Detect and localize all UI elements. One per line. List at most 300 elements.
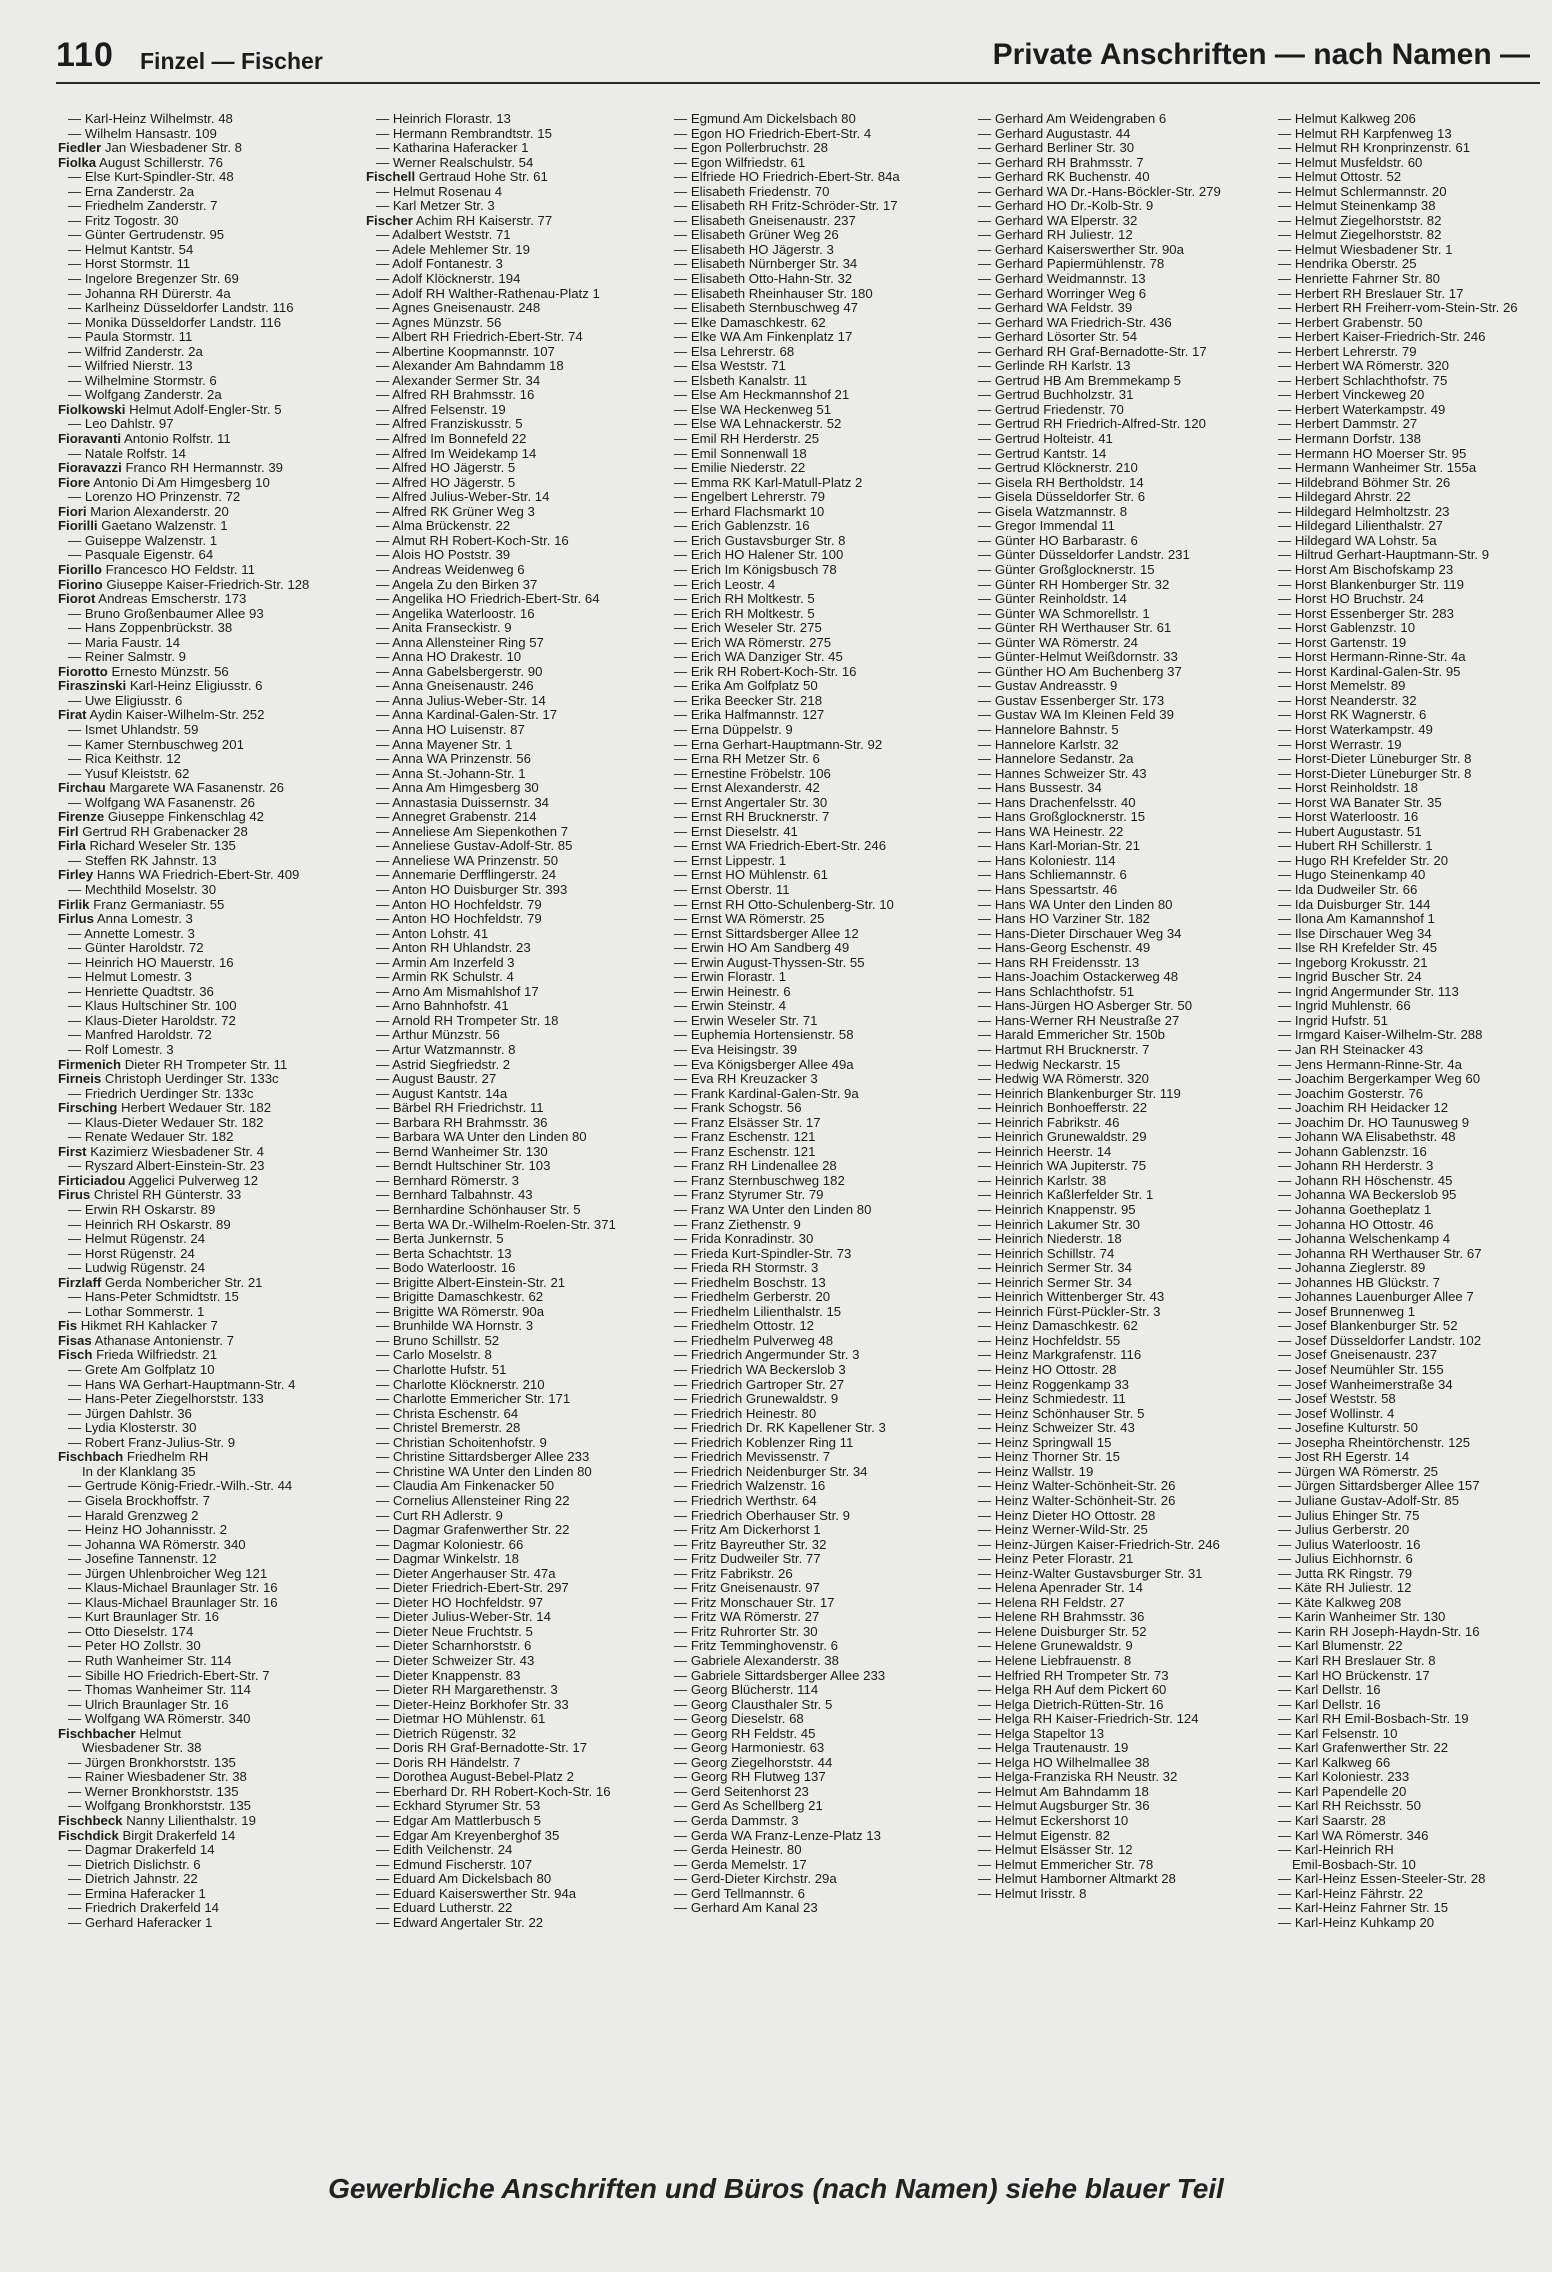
entry-text: Erika Am Golfplatz 50 [690, 678, 818, 694]
listing-entry: — Else Am Heckmannshof 21 [674, 387, 850, 403]
listing-entry: — Hans-Werner RH Neustraße 27 [978, 1012, 1180, 1028]
entry-text: Helene Liebfrauenstr. 8 [994, 1652, 1132, 1668]
listing-entry: — Anna Julius-Weber-Str. 14 [376, 692, 546, 708]
listing-entry: — Fritz Monschauer Str. 17 [674, 1594, 835, 1610]
entry-text: Bernhard Römerstr. 3 [392, 1172, 519, 1188]
entry-text: Helmut Kalkweg 206 [1294, 111, 1416, 126]
listing-entry: — Anneliese Am Siepenkothen 7 [376, 823, 569, 839]
listing-entry: — Herbert Vinckeweg 20 [1278, 387, 1425, 403]
entry-text: Gustav Essenberger Str. 173 [994, 692, 1165, 708]
entry-text: Ernst Dieselstr. 41 [690, 823, 798, 839]
entry-text: Elisabeth HO Jägerstr. 3 [690, 241, 834, 257]
listing-entry: — Monika Düsseldorfer Landstr. 116 [68, 314, 282, 330]
listing-entry: — Heinz Springwall 15 [978, 1434, 1112, 1450]
listing-entry: — Gustav Andreasstr. 9 [978, 678, 1118, 694]
listing-entry: — Dieter Knappenstr. 83 [376, 1667, 521, 1683]
listing-entry: — Arthur Münzstr. 56 [376, 1027, 500, 1043]
entry-text: Gertrud Friedenstr. 70 [994, 401, 1124, 417]
entry-text: Claudia Am Finkenacker 50 [392, 1478, 555, 1494]
entry-text: Adalbert Weststr. 71 [392, 227, 511, 243]
listing-entry: — Helga Stapeltor 13 [978, 1725, 1105, 1741]
entry-text: Natale Rolfstr. 14 [84, 445, 187, 461]
listing-entry: — Ernst HO Mühlenstr. 61 [674, 867, 828, 883]
listing-entry: — Frieda RH Stormstr. 3 [674, 1260, 819, 1276]
entry-text: Horst HO Bruchstr. 24 [1294, 591, 1424, 607]
listing-entry: — Helfried RH Trompeter Str. 73 [978, 1667, 1169, 1683]
listing-entry: — Horst Kardinal-Galen-Str. 95 [1278, 663, 1461, 679]
entry-text: Helmut Emmericher Str. 78 [994, 1856, 1154, 1872]
listing-entry: — Hildegard Ahrstr. 22 [1278, 489, 1411, 505]
entry-text: Herbert RH Breslauer Str. 17 [1294, 285, 1464, 301]
listing-entry: — Friedhelm Ottostr. 12 [674, 1318, 814, 1334]
listing-entry: — Ingelore Bregenzer Str. 69 [68, 271, 239, 287]
entry-text: Erik RH Robert-Koch-Str. 16 [690, 663, 857, 679]
listing-entry: — Gisela Watzmannstr. 8 [978, 503, 1128, 519]
listing-entry: — Helmut Hamborner Altmarkt 28 [978, 1871, 1176, 1887]
entry-text: Josepha Rheintörchenstr. 125 [1294, 1434, 1471, 1450]
entry-text: Frank Kardinal-Galen-Str. 9a [690, 1085, 859, 1101]
listing-entry: — Doris RH Händelstr. 7 [376, 1754, 521, 1770]
entry-text: Heinrich Fürst-Pückler-Str. 3 [994, 1303, 1161, 1319]
listing-entry: — Heinrich Knappenstr. 95 [978, 1202, 1136, 1218]
listing-entry: — Wolfgang Zanderstr. 2a [68, 387, 222, 403]
entry-text: Hans-Georg Eschenstr. 49 [994, 940, 1151, 956]
page-number: 110 [56, 36, 114, 74]
listing-entry: — Gerhard Lösorter Str. 54 [978, 329, 1138, 345]
entry-text: Wolfgang WA Römerstr. 340 [84, 1711, 251, 1727]
listing-entry [58, 810, 350, 825]
listing-entry: — Klaus-Michael Braunlager Str. 16 [68, 1580, 278, 1596]
entry-text: Hans WA Unter den Linden 80 [994, 896, 1173, 912]
listing-entry: — Bernd Wanheimer Str. 130 [376, 1143, 548, 1159]
listing-entry: — Horst Rügenstr. 24 [68, 1245, 195, 1261]
entry-text: Elisabeth Rheinhauser Str. 180 [690, 285, 873, 301]
entry-text: Friedhelm RH [126, 1449, 209, 1465]
entry-text: Horst Waterloostr. 16 [1294, 809, 1419, 825]
listing-entry: — Franz Ziethenstr. 9 [674, 1216, 801, 1232]
entry-text: Frank Schogstr. 56 [690, 1100, 802, 1116]
entry-text: Hugo Steinenkamp 40 [1294, 867, 1426, 883]
listing-entry: — Egon Pollerbruchstr. 28 [674, 140, 828, 156]
entry-text: Christine Sittardsberger Allee 233 [392, 1449, 590, 1465]
entry-text: Helmut Ziegelhorststr. 82 [1294, 227, 1442, 243]
listing-entry: — Alois HO Poststr. 39 [376, 547, 511, 563]
entry-text: Anton HO Hochfeldstr. 79 [392, 896, 542, 912]
entry-text: Alfred RK Grüner Weg 3 [392, 503, 535, 519]
entry-text: Christian Schoitenhofstr. 9 [392, 1434, 547, 1450]
entry-text: Brigitte Albert-Einstein-Str. 21 [392, 1274, 566, 1290]
entry-text: Horst Blankenburger Str. 119 [1294, 576, 1464, 592]
entry-text: Berta Junkernstr. 5 [392, 1231, 504, 1247]
listing-entry: — Alma Brückenstr. 22 [376, 518, 511, 534]
entry-text: Friedhelm Lilienthalstr. 15 [690, 1303, 842, 1319]
listing-entry: — Hans-Georg Eschenstr. 49 [978, 940, 1151, 956]
entry-text: Franz Sternbuschweg 182 [690, 1172, 845, 1188]
listing-entry: — Erich RH Moltkestr. 5 [674, 605, 815, 621]
entry-text: Helmut Ottostr. 52 [1294, 169, 1402, 185]
listing-entry: — Anton Lohstr. 41 [376, 925, 489, 941]
entry-text: Günter Gertrudenstr. 95 [84, 227, 225, 243]
entry-text: Dieter Julius-Weber-Str. 14 [392, 1609, 551, 1625]
listing-entry [58, 825, 350, 840]
listing-entry [58, 519, 350, 534]
entry-text: Ingelore Bregenzer Str. 69 [84, 271, 239, 287]
entry-text: Henriette Fahrner Str. 80 [1294, 271, 1440, 287]
entry-text: Heinrich Karlstr. 38 [994, 1172, 1107, 1188]
listing-entry: — Herbert Dammstr. 27 [1278, 416, 1418, 432]
entry-text: Josef Wollinstr. 4 [1294, 1405, 1395, 1421]
listing-entry: — Friedrich Dr. RK Kapellener Str. 3 [674, 1420, 886, 1436]
listing-entry: — Ernst Angertaler Str. 30 [674, 794, 828, 810]
entry-text: Dagmar Grafenwerther Str. 22 [392, 1522, 570, 1538]
listing-entry: — Friedhelm Gerberstr. 20 [674, 1289, 831, 1305]
listing-entry: — Wilhelm Hansastr. 109 [68, 125, 217, 141]
surname: Firsching [58, 1100, 118, 1116]
entry-text: Egmund Am Dickelsbach 80 [690, 111, 856, 126]
listing-entry: — Hans-Peter Ziegelhorststr. 133 [68, 1391, 264, 1407]
surname: Firus [58, 1187, 91, 1203]
listing-entry: — Heinrich Kaßlerfelder Str. 1 [978, 1187, 1154, 1203]
listing-entry: — Hildegard Helmholtzstr. 23 [1278, 503, 1450, 519]
listing-entry: — Friedrich Koblenzer Ring 11 [674, 1434, 854, 1450]
listing-entry: — Heinz Walter-Schönheit-Str. 26 [978, 1492, 1176, 1508]
entry-text: Ernestine Fröbelstr. 106 [690, 765, 831, 781]
listing-entry: — Gabriele Alexanderstr. 38 [674, 1652, 839, 1668]
listing-entry: — Fritz Ruhrorter Str. 30 [674, 1623, 818, 1639]
entry-text: Johanna Welschenkamp 4 [1294, 1231, 1451, 1247]
listing-entry: — Dietmar HO Mühlenstr. 61 [376, 1711, 546, 1727]
entry-text: Hans-Dieter Dirschauer Weg 34 [994, 925, 1182, 941]
entry-text: Karl-Heinz Wilhelmstr. 48 [84, 111, 233, 126]
entry-text: Karl Papendelle 20 [1294, 1783, 1407, 1799]
listing-entry: — Kurt Braunlager Str. 16 [68, 1609, 220, 1625]
listing-entry: — Helmut Steinenkamp 38 [1278, 198, 1436, 214]
entry-text: Erwin Heinestr. 6 [690, 983, 791, 999]
entry-text: Heinz Schweizer Str. 43 [994, 1420, 1135, 1436]
entry-text: Horst Stormstr. 11 [84, 256, 191, 272]
entry-text: Friedrich Dr. RK Kapellener Str. 3 [690, 1420, 886, 1436]
entry-text: Katharina Haferacker 1 [392, 140, 529, 156]
entry-text: Horst Gartenstr. 19 [1294, 634, 1407, 650]
entry-text: Edgar Am Mattlerbusch 5 [392, 1812, 541, 1828]
listing-entry: — Dieter Neue Fruchtstr. 5 [376, 1623, 533, 1639]
listing-entry: — Rica Keithstr. 12 [68, 751, 181, 767]
entry-text: Helmut Eckershorst 10 [994, 1812, 1129, 1828]
listing-entry: — Horst Gablenzstr. 10 [1278, 620, 1416, 636]
entry-text: Elke Damaschkestr. 62 [690, 314, 826, 330]
entry-text: Helmut Rosenau 4 [392, 183, 503, 199]
entry-text: Bernhardine Schönhauser Str. 5 [392, 1202, 581, 1218]
section-title: Private Anschriften — nach Namen — [992, 38, 1530, 71]
listing-entry: — Erwin Florastr. 1 [674, 969, 787, 985]
entry-text: Kamer Sternbuschweg 201 [84, 736, 244, 752]
listing-entry: — Hendrika Oberstr. 25 [1278, 256, 1417, 272]
listing-entry: — Anneliese Gustav-Adolf-Str. 85 [376, 838, 573, 854]
entry-text: Gerhard Am Kanal 23 [690, 1900, 818, 1916]
listing-entry: — Karl Koloniestr. 233 [1278, 1769, 1410, 1785]
entry-text: Steffen RK Jahnstr. 13 [84, 852, 217, 868]
listing-entry: — Horst-Dieter Lüneburger Str. 8 [1278, 751, 1472, 767]
listing-entry [58, 912, 350, 927]
listing-entry: — Heinrich Florastr. 13 [376, 111, 511, 126]
entry-text: Gustav WA Im Kleinen Feld 39 [994, 707, 1174, 723]
listing-entry: — Anna Allensteiner Ring 57 [376, 634, 544, 650]
listing-entry: — Günter Großglocknerstr. 15 [978, 561, 1155, 577]
listing-entry: — Maria Faustr. 14 [68, 634, 181, 650]
listing-entry: — Helga HO Wilhelmallee 38 [978, 1754, 1150, 1770]
entry-text: Annegret Grabenstr. 214 [392, 809, 537, 825]
entry-text: Ernst Alexanderstr. 42 [690, 780, 820, 796]
listing-entry: — Ingrid Angermunder Str. 113 [1278, 983, 1459, 999]
listing-entry: — Christian Schoitenhofstr. 9 [376, 1434, 547, 1450]
entry-text: Else Am Heckmannshof 21 [690, 387, 850, 403]
listing-entry: — Erik RH Robert-Koch-Str. 16 [674, 663, 857, 679]
listing-entry: — Günter WA Schmorellstr. 1 [978, 605, 1150, 621]
listing-entry: — Karl Felsenstr. 10 [1278, 1725, 1398, 1741]
listing-entry: — Helena Apenrader Str. 14 [978, 1580, 1143, 1596]
entry-text: Helga RH Kaiser-Friedrich-Str. 124 [994, 1711, 1199, 1727]
entry-text: Wilhelmine Stormstr. 6 [84, 372, 217, 388]
entry-text: Julius Eichhornstr. 6 [1294, 1551, 1413, 1567]
entry-text: Erich RH Moltkestr. 5 [690, 605, 815, 621]
entry-text: Alfred Felsenstr. 19 [392, 401, 506, 417]
listing-entry: — Eckhard Styrumer Str. 53 [376, 1798, 541, 1814]
listing-entry: — Emma RK Karl-Matull-Platz 2 [674, 474, 863, 490]
listing-entry: — Kamer Sternbuschweg 201 [68, 736, 244, 752]
listing-entry: — Thomas Wanheimer Str. 114 [68, 1682, 251, 1698]
surname: First [58, 1143, 87, 1159]
entry-text: Georg Dieselstr. 68 [690, 1711, 804, 1727]
entry-text: Helene Duisburger Str. 52 [994, 1623, 1147, 1639]
listing-entry: — Erna Gerhart-Hauptmann-Str. 92 [674, 736, 883, 752]
listing-entry: — Heinz Schönhauser Str. 5 [978, 1405, 1145, 1421]
entry-text: Heinz Springwall 15 [994, 1434, 1112, 1450]
entry-text: Helmut Irisstr. 8 [994, 1885, 1087, 1901]
listing-entry: — Yusuf Kleiststr. 62 [68, 765, 190, 781]
listing-entry: — Jürgen Bronkhorststr. 135 [68, 1754, 236, 1770]
listing-entry: — Edward Angertaler Str. 22 [376, 1914, 544, 1930]
listing-entry: — Anna HO Luisenstr. 87 [376, 721, 525, 737]
entry-text: Dieter Neue Fruchtstr. 5 [392, 1623, 533, 1639]
listing-entry: — Ermina Haferacker 1 [68, 1885, 206, 1901]
listing-entry: — Friedhelm Zanderstr. 7 [68, 198, 218, 214]
listing-entry: — Franz Styrumer Str. 79 [674, 1187, 824, 1203]
entry-text: Horst Neanderstr. 32 [1294, 692, 1417, 708]
entry-text: Ernst Sittardsberger Allee 12 [690, 925, 859, 941]
entry-text: Gerhard RH Juliestr. 12 [994, 227, 1133, 243]
entry-text: Jost RH Egerstr. 14 [1294, 1449, 1410, 1465]
listing-entry: — Heinrich WA Jupiterstr. 75 [978, 1158, 1147, 1174]
entry-text: Emil-Bosbach-Str. 10 [1292, 1856, 1416, 1872]
listing-entry: — Ernst RH Brucknerstr. 7 [674, 809, 830, 825]
listing-entry: — Ernestine Fröbelstr. 106 [674, 765, 831, 781]
entry-text: Erich Im Königsbusch 78 [690, 561, 837, 577]
listing-entry: — Ernst Dieselstr. 41 [674, 823, 798, 839]
listing-entry: — Heinz Dieter HO Ottostr. 28 [978, 1507, 1156, 1523]
surname: Firmenich [58, 1056, 122, 1072]
listing-entry: — Karl-Heinz Fährstr. 22 [1278, 1885, 1424, 1901]
listing-entry: — Josefine Kulturstr. 50 [1278, 1420, 1419, 1436]
listing-entry: — Ulrich Braunlager Str. 16 [68, 1696, 229, 1712]
entry-text: Edgar Am Kreyenberghof 35 [392, 1827, 560, 1843]
listing-entry: — Barbara WA Unter den Linden 80 [376, 1129, 587, 1145]
listing-entry: — Herbert Schlachthofstr. 75 [1278, 372, 1448, 388]
entry-text: Edith Veilchenstr. 24 [392, 1842, 513, 1858]
entry-text: Else WA Heckenweg 51 [690, 401, 832, 417]
entry-text: Emma RK Karl-Matull-Platz 2 [690, 474, 863, 490]
listing-entry: — Helmut Schlermannstr. 20 [1278, 183, 1447, 199]
listing-entry: — Fritz Temminghovenstr. 6 [674, 1638, 838, 1654]
entry-text: Karl RH Emil-Bosbach-Str. 19 [1294, 1711, 1469, 1727]
entry-text: Georg Blücherstr. 114 [690, 1682, 819, 1698]
listing-entry: — Gertrud HB Am Bremmekamp 5 [978, 372, 1182, 388]
listing-entry: — Heinz Hochfeldstr. 55 [978, 1332, 1121, 1348]
entry-text: Heinrich Sermer Str. 34 [994, 1274, 1132, 1290]
listing-entry: — Dieter RH Margarethenstr. 3 [376, 1682, 558, 1698]
entry-text: Karl-Heinrich RH [1294, 1842, 1394, 1858]
listing-entry: — Astrid Siegfriedstr. 2 [376, 1056, 511, 1072]
entry-text: Yusuf Kleiststr. 62 [84, 765, 190, 781]
listing-entry: — Georg Blücherstr. 114 [674, 1682, 819, 1698]
listing-entry: — Anton RH Uhlandstr. 23 [376, 940, 531, 956]
listing-entry [58, 1450, 350, 1465]
listing-entry: — Günter Düsseldorfer Landstr. 231 [978, 547, 1190, 563]
entry-text: Harald Emmericher Str. 150b [994, 1027, 1165, 1043]
listing-entry: — Hannes Schweizer Str. 43 [978, 765, 1147, 781]
entry-text: Helmut Hamborner Altmarkt 28 [994, 1871, 1176, 1887]
entry-text: Barbara WA Unter den Linden 80 [392, 1129, 587, 1145]
entry-text: Gisela Brockhoffstr. 7 [84, 1492, 210, 1508]
listing-entry: — Barbara RH Brahmsstr. 36 [376, 1114, 548, 1130]
entry-text: Joachim Gosterstr. 76 [1294, 1085, 1424, 1101]
listing-entry: — Friedrich WA Beckerslob 3 [674, 1362, 846, 1378]
listing-entry: — Gerhard RH Graf-Bernadotte-Str. 17 [978, 343, 1207, 359]
listing-entry: — Herbert Waterkampstr. 49 [1278, 401, 1446, 417]
entry-text: Ilse RH Krefelder Str. 45 [1294, 940, 1438, 956]
listing-entry [58, 1465, 350, 1480]
listing-entry: — Lydia Klosterstr. 30 [68, 1420, 197, 1436]
entry-text: Helmut Lomestr. 3 [84, 969, 192, 985]
entry-text: Friedhelm Boschstr. 13 [690, 1274, 826, 1290]
listing-entry: — Annemarie Derfflingerstr. 24 [376, 867, 557, 883]
entry-text: Hedwig Neckarstr. 15 [994, 1056, 1121, 1072]
listing-entry: — Hans WA Gerhart-Hauptmann-Str. 4 [68, 1376, 296, 1392]
entry-text: Christa Eschenstr. 64 [392, 1405, 519, 1421]
listing-entry: — Erich HO Halener Str. 100 [674, 547, 844, 563]
listing-entry: — Hans Zoppenbrückstr. 38 [68, 620, 233, 636]
entry-text: Johanna RH Werthauser Str. 67 [1294, 1245, 1482, 1261]
entry-text: Friedrich Gartroper Str. 27 [690, 1376, 845, 1392]
entry-text: Elisabeth Sternbuschweg 47 [690, 300, 859, 316]
entry-text: Gerhard Lösorter Str. 54 [994, 329, 1138, 345]
entry-text: Georg Harmoniestr. 63 [690, 1740, 825, 1756]
listing-entry: — Horst HO Bruchstr. 24 [1278, 591, 1424, 607]
listing-entry: — Jürgen Dahlstr. 36 [68, 1405, 192, 1421]
entry-text: Gisela RH Bertholdstr. 14 [994, 474, 1144, 490]
entry-text: Euphemia Hortensienstr. 58 [690, 1027, 854, 1043]
entry-text: Friedrich Uerdinger Str. 133c [84, 1085, 254, 1101]
listing-entry: — Joachim RH Heidacker 12 [1278, 1100, 1449, 1116]
surname: Fischell [366, 169, 416, 185]
entry-text: Erna RH Metzer Str. 6 [690, 751, 820, 767]
listing-entry: — Gerhard Kaiserswerther Str. 90a [978, 241, 1184, 257]
listing-entry: — Karl Dellstr. 16 [1278, 1696, 1381, 1712]
listing-entry: — August Kantstr. 14a [376, 1085, 508, 1101]
entry-text: Anton Lohstr. 41 [392, 925, 489, 941]
entry-text: Horst Hermann-Rinne-Str. 4a [1294, 649, 1466, 665]
entry-text: Hedwig WA Römerstr. 320 [994, 1071, 1150, 1087]
listing-entry: — Harald Grenzweg 2 [68, 1507, 199, 1523]
listing-entry: — Friedrich Neidenburger Str. 34 [674, 1463, 868, 1479]
entry-text: Ernst Angertaler Str. 30 [690, 794, 828, 810]
entry-text: Josef Weststr. 58 [1294, 1391, 1396, 1407]
entry-text: Elisabeth Gneisenaustr. 237 [690, 212, 856, 228]
entry-text: Uwe Eligiusstr. 6 [84, 692, 183, 708]
listing-entry: — Erich Gablenzstr. 16 [674, 518, 810, 534]
listing-entry: — Hans Koloniestr. 114 [978, 852, 1116, 868]
entry-text: Adolf Fontanestr. 3 [392, 256, 503, 272]
listing-entry: — Helmut Irisstr. 8 [978, 1885, 1087, 1901]
entry-text: Else WA Lehnackerstr. 52 [690, 416, 842, 432]
entry-text: Günther HO Am Buchenberg 37 [994, 663, 1182, 679]
listing-entry: — Gerhard WA Feldstr. 39 [978, 300, 1133, 316]
listing-entry: — Eduard Am Dickelsbach 80 [376, 1871, 552, 1887]
listing-entry: — Erich Im Königsbusch 78 [674, 561, 837, 577]
entry-text: Dieter-Heinz Borkhofer Str. 33 [392, 1696, 569, 1712]
entry-text: Berta WA Dr.-Wilhelm-Roelen-Str. 371 [392, 1216, 616, 1232]
entry-text: Friedrich Heinestr. 80 [690, 1405, 817, 1421]
entry-text: Birgit Drakerfeld 14 [122, 1827, 236, 1843]
entry-text: Eckhard Styrumer Str. 53 [392, 1798, 541, 1814]
listing-entry: — Ilse Dirschauer Weg 34 [1278, 925, 1432, 941]
listing-entry: — Heinrich Heerstr. 14 [978, 1143, 1112, 1159]
entry-text: Elsa Lehrerstr. 68 [690, 343, 795, 359]
listing-entry: — Alfred Julius-Weber-Str. 14 [376, 489, 550, 505]
entry-text: Hannes Schweizer Str. 43 [994, 765, 1147, 781]
listing-entry: — Agnes Gneisenaustr. 248 [376, 300, 541, 316]
listing-entry: — Anna Mayener Str. 1 [376, 736, 513, 752]
listing-entry: — Helga-Franziska RH Neustr. 32 [978, 1769, 1178, 1785]
listing-entry: — Hannelore Bahnstr. 5 [978, 721, 1119, 737]
entry-text: Elisabeth Friedenstr. 70 [690, 183, 830, 199]
listing-entry: — Alfred Im Bonnefeld 22 [376, 431, 527, 447]
entry-text: Heinrich Knappenstr. 95 [994, 1202, 1136, 1218]
listing-entry: — Helmut Elsässer Str. 12 [978, 1842, 1133, 1858]
listing-entry: — Adele Mehlemer Str. 19 [376, 241, 530, 257]
listing-entry: — Hedwig WA Römerstr. 320 [978, 1071, 1150, 1087]
listing-entry: — Gerhard Augustastr. 44 [978, 125, 1131, 141]
listing-entry: — Alfred RK Grüner Weg 3 [376, 503, 535, 519]
entry-text: Herbert Waterkampstr. 49 [1294, 401, 1446, 417]
listing-entry: — Hans-Dieter Dirschauer Weg 34 [978, 925, 1182, 941]
listing-entry: — Horst Essenberger Str. 283 [1278, 605, 1454, 621]
listing-entry: — Helmut Am Bahndamm 18 [978, 1783, 1149, 1799]
listing-entry: — Ernst Lippestr. 1 [674, 852, 787, 868]
entry-text: Ernst Oberstr. 11 [690, 881, 790, 897]
entry-text: Horst Essenberger Str. 283 [1294, 605, 1454, 621]
entry-text: Klaus-Dieter Haroldstr. 72 [84, 1012, 236, 1028]
listing-entry: — Dieter-Heinz Borkhofer Str. 33 [376, 1696, 569, 1712]
listing-entry: — Natale Rolfstr. 14 [68, 445, 187, 461]
listing-entry: — Horst Reinholdstr. 18 [1278, 780, 1419, 796]
listing-entry: — Annastasia Duissernstr. 34 [376, 794, 549, 810]
entry-text: Wolfgang Bronkhorststr. 135 [84, 1798, 252, 1814]
entry-text: Erwin RH Oskarstr. 89 [84, 1202, 216, 1218]
listing-column-3 [664, 112, 956, 1916]
entry-text: Ingrid Buscher Str. 24 [1294, 969, 1422, 985]
listing-entry: — Gerhard Am Kanal 23 [674, 1900, 818, 1916]
listing-entry: — Ingeborg Krokusstr. 21 [1278, 954, 1428, 970]
